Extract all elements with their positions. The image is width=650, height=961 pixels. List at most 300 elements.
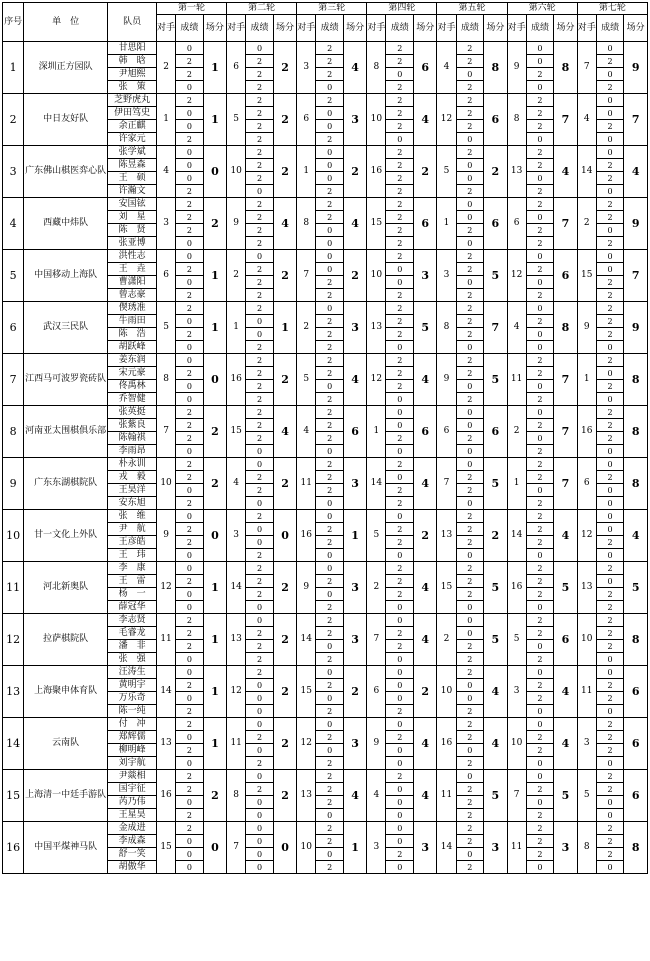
game-score: 0	[176, 341, 204, 354]
game-score: 2	[316, 406, 344, 419]
opponent-number: 11	[577, 666, 596, 718]
player-name: 张学斌	[108, 146, 157, 159]
match-points: 4	[414, 562, 437, 614]
player-name: 许家元	[108, 133, 157, 146]
team-number: 14	[3, 718, 24, 770]
opponent-number: 2	[367, 562, 386, 614]
game-score: 2	[386, 185, 414, 198]
game-score: 2	[456, 588, 484, 601]
player-name: 牛雨田	[108, 315, 157, 328]
opponent-number: 9	[367, 718, 386, 770]
game-score: 0	[596, 146, 624, 159]
opponent-number: 16	[227, 354, 246, 406]
game-score: 2	[456, 250, 484, 263]
game-score: 0	[526, 718, 554, 731]
game-score: 2	[316, 614, 344, 627]
game-score: 0	[316, 146, 344, 159]
player-name: 张英挺	[108, 406, 157, 419]
game-score: 2	[246, 94, 274, 107]
game-score: 2	[526, 588, 554, 601]
match-points: 4	[414, 458, 437, 510]
game-score: 2	[176, 406, 204, 419]
table-header	[3, 3, 648, 42]
header-round-7: 第七轮	[577, 3, 647, 15]
game-score: 0	[526, 705, 554, 718]
game-score: 0	[316, 159, 344, 172]
game-score: 0	[596, 341, 624, 354]
game-score: 2	[316, 341, 344, 354]
game-score: 2	[596, 419, 624, 432]
game-score: 2	[526, 692, 554, 705]
match-points: 3	[343, 458, 366, 510]
opponent-number: 4	[367, 770, 386, 822]
game-score: 0	[246, 692, 274, 705]
game-score: 2	[526, 445, 554, 458]
game-score: 2	[526, 731, 554, 744]
game-score: 0	[176, 380, 204, 393]
game-score: 0	[316, 250, 344, 263]
header-unit: 单 位	[24, 3, 108, 42]
game-score: 2	[316, 796, 344, 809]
team-number: 15	[3, 770, 24, 822]
player-name: 陈 贤	[108, 224, 157, 237]
game-score: 2	[176, 575, 204, 588]
game-score: 0	[246, 835, 274, 848]
game-score: 0	[456, 445, 484, 458]
match-points: 2	[203, 198, 226, 250]
game-score: 0	[176, 42, 204, 55]
table-row	[3, 718, 648, 731]
game-score: 2	[386, 94, 414, 107]
match-points: 2	[273, 770, 296, 822]
opponent-number: 3	[507, 666, 526, 718]
game-score: 2	[456, 666, 484, 679]
match-points: 3	[554, 822, 577, 874]
game-score: 0	[596, 68, 624, 81]
game-score: 2	[526, 120, 554, 133]
game-score: 2	[526, 848, 554, 861]
header-round-5: 第五轮	[437, 3, 507, 15]
game-score: 0	[246, 679, 274, 692]
opponent-number: 16	[507, 562, 526, 614]
game-score: 2	[246, 653, 274, 666]
game-score: 2	[176, 770, 204, 783]
player-name: 张 强	[108, 653, 157, 666]
game-score: 2	[596, 406, 624, 419]
match-points: 5	[554, 770, 577, 822]
game-score: 2	[176, 705, 204, 718]
opponent-number: 6	[297, 94, 316, 146]
game-score: 2	[596, 679, 624, 692]
team-number: 5	[3, 250, 24, 302]
match-points: 0	[203, 146, 226, 198]
game-score: 2	[246, 263, 274, 276]
opponent-number: 1	[367, 406, 386, 458]
game-score: 2	[246, 68, 274, 81]
opponent-number: 14	[297, 614, 316, 666]
game-score: 2	[316, 783, 344, 796]
table-row	[3, 354, 648, 367]
team-name: 云南队	[24, 718, 108, 770]
game-score: 0	[246, 848, 274, 861]
match-points: 6	[484, 94, 507, 146]
opponent-number: 3	[437, 250, 456, 302]
game-score: 2	[246, 471, 274, 484]
match-points: 6	[343, 406, 366, 458]
game-score: 2	[526, 614, 554, 627]
match-points: 3	[343, 302, 366, 354]
game-score: 0	[456, 406, 484, 419]
header-points: 场分	[414, 15, 437, 42]
match-points: 6	[414, 42, 437, 94]
match-points: 1	[203, 94, 226, 146]
header-points: 场分	[624, 15, 648, 42]
game-score: 2	[316, 276, 344, 289]
game-score: 2	[176, 718, 204, 731]
game-score: 0	[386, 419, 414, 432]
match-points: 2	[484, 510, 507, 562]
match-points: 1	[203, 302, 226, 354]
game-score: 2	[456, 718, 484, 731]
match-points: 6	[554, 250, 577, 302]
match-points: 8	[624, 458, 648, 510]
game-score: 2	[596, 627, 624, 640]
game-score: 0	[176, 484, 204, 497]
game-score: 0	[526, 55, 554, 68]
game-score: 0	[526, 406, 554, 419]
match-points: 6	[624, 770, 648, 822]
match-points: 7	[554, 406, 577, 458]
game-score: 0	[456, 172, 484, 185]
player-name: 刘宇航	[108, 757, 157, 770]
game-score: 0	[246, 328, 274, 341]
table-row	[3, 302, 648, 315]
game-score: 0	[526, 380, 554, 393]
player-name: 甘思阳	[108, 42, 157, 55]
opponent-number: 16	[297, 510, 316, 562]
match-points: 2	[414, 146, 437, 198]
opponent-number: 7	[157, 406, 176, 458]
game-score: 0	[176, 848, 204, 861]
game-score: 2	[246, 81, 274, 94]
match-points: 2	[343, 146, 366, 198]
team-name: 中国平煤神马队	[24, 822, 108, 874]
game-score: 2	[316, 523, 344, 536]
game-score: 0	[246, 445, 274, 458]
opponent-number: 12	[577, 510, 596, 562]
opponent-number: 8	[367, 42, 386, 94]
opponent-number: 13	[367, 302, 386, 354]
game-score: 2	[316, 133, 344, 146]
player-name: 张 维	[108, 510, 157, 523]
header-points: 场分	[484, 15, 507, 42]
header-score: 成绩	[386, 15, 414, 42]
table-row	[3, 822, 648, 835]
header-round-4: 第四轮	[367, 3, 437, 15]
game-score: 0	[526, 81, 554, 94]
game-score: 0	[596, 484, 624, 497]
match-points: 4	[343, 354, 366, 406]
game-score: 0	[316, 380, 344, 393]
game-score: 2	[526, 289, 554, 302]
match-points: 2	[203, 770, 226, 822]
game-score: 2	[596, 237, 624, 250]
match-points: 6	[484, 198, 507, 250]
game-score: 0	[456, 198, 484, 211]
game-score: 0	[596, 393, 624, 406]
team-name: 江西马可波罗瓷砖队	[24, 354, 108, 406]
game-score: 2	[456, 835, 484, 848]
player-name: 李 康	[108, 562, 157, 575]
game-score: 0	[526, 172, 554, 185]
match-points: 4	[414, 94, 437, 146]
game-score: 2	[596, 848, 624, 861]
match-points: 7	[554, 354, 577, 406]
game-score: 2	[316, 653, 344, 666]
player-name: 王 硕	[108, 172, 157, 185]
player-name: 王 玮	[108, 549, 157, 562]
game-score: 2	[246, 731, 274, 744]
game-score: 0	[456, 549, 484, 562]
opponent-number: 10	[157, 458, 176, 510]
game-score: 2	[386, 731, 414, 744]
game-score: 0	[176, 601, 204, 614]
match-points: 4	[343, 42, 366, 94]
team-name: 河北新奥队	[24, 562, 108, 614]
opponent-number: 5	[507, 614, 526, 666]
player-name: 安东旭	[108, 497, 157, 510]
opponent-number: 2	[507, 406, 526, 458]
game-score: 2	[456, 822, 484, 835]
opponent-number: 8	[577, 822, 596, 874]
game-score: 0	[386, 744, 414, 757]
game-score: 0	[246, 705, 274, 718]
game-score: 0	[246, 42, 274, 55]
header-members: 队员	[108, 3, 157, 42]
game-score: 0	[386, 276, 414, 289]
game-score: 2	[316, 198, 344, 211]
player-name: 黄明宇	[108, 679, 157, 692]
game-score: 2	[246, 640, 274, 653]
game-score: 2	[176, 419, 204, 432]
game-score: 2	[246, 393, 274, 406]
game-score: 0	[456, 68, 484, 81]
game-score: 0	[176, 510, 204, 523]
game-score: 0	[176, 835, 204, 848]
player-name: 万乐奇	[108, 692, 157, 705]
game-score: 2	[246, 211, 274, 224]
match-points: 5	[624, 562, 648, 614]
match-points: 1	[343, 822, 366, 874]
game-score: 2	[386, 432, 414, 445]
opponent-number: 14	[367, 458, 386, 510]
game-score: 0	[246, 315, 274, 328]
opponent-number: 1	[507, 458, 526, 510]
match-points: 4	[484, 666, 507, 718]
game-score: 2	[526, 159, 554, 172]
match-points: 4	[273, 198, 296, 250]
match-points: 2	[273, 718, 296, 770]
game-score: 2	[596, 601, 624, 614]
match-points: 4	[414, 718, 437, 770]
match-points: 1	[343, 510, 366, 562]
game-score: 2	[176, 328, 204, 341]
game-score: 2	[246, 55, 274, 68]
team-number: 3	[3, 146, 24, 198]
match-points: 4	[484, 718, 507, 770]
opponent-number: 3	[297, 42, 316, 94]
game-score: 0	[176, 588, 204, 601]
match-points: 2	[273, 562, 296, 614]
player-name: 李志贤	[108, 614, 157, 627]
table-row	[3, 770, 648, 783]
team-name: 中日友好队	[24, 94, 108, 146]
opponent-number: 8	[507, 94, 526, 146]
player-name: 朴永训	[108, 458, 157, 471]
opponent-number: 13	[507, 146, 526, 198]
game-score: 2	[526, 536, 554, 549]
header-score: 成绩	[456, 15, 484, 42]
game-score: 2	[386, 536, 414, 549]
game-score: 0	[386, 692, 414, 705]
game-score: 0	[316, 263, 344, 276]
game-score: 2	[176, 679, 204, 692]
game-score: 2	[176, 302, 204, 315]
game-score: 2	[176, 497, 204, 510]
game-score: 2	[596, 783, 624, 796]
opponent-number: 9	[227, 198, 246, 250]
game-score: 2	[176, 185, 204, 198]
match-points: 8	[554, 302, 577, 354]
match-points: 0	[203, 822, 226, 874]
table-row	[3, 198, 648, 211]
game-score: 0	[526, 276, 554, 289]
header-round-1: 第一轮	[157, 3, 227, 15]
game-score: 0	[246, 523, 274, 536]
header-points: 场分	[273, 15, 296, 42]
match-points: 5	[554, 562, 577, 614]
game-score: 2	[246, 367, 274, 380]
game-score: 2	[596, 432, 624, 445]
game-score: 2	[526, 367, 554, 380]
game-score: 2	[526, 562, 554, 575]
opponent-number: 14	[157, 666, 176, 718]
game-score: 2	[596, 211, 624, 224]
game-score: 2	[456, 484, 484, 497]
match-points: 3	[484, 822, 507, 874]
game-score: 0	[176, 315, 204, 328]
game-score: 2	[176, 822, 204, 835]
player-name: 芝野虎丸	[108, 94, 157, 107]
game-score: 2	[316, 705, 344, 718]
game-score: 0	[526, 341, 554, 354]
game-score: 0	[316, 744, 344, 757]
game-score: 2	[246, 627, 274, 640]
game-score: 0	[526, 302, 554, 315]
game-score: 2	[456, 523, 484, 536]
game-score: 2	[596, 380, 624, 393]
game-score: 0	[456, 627, 484, 640]
team-name: 河南亚太围棋俱乐部	[24, 406, 108, 458]
team-name: 西藏中炜队	[24, 198, 108, 250]
game-score: 2	[176, 211, 204, 224]
game-score: 0	[176, 81, 204, 94]
game-score: 0	[386, 68, 414, 81]
opponent-number: 5	[437, 146, 456, 198]
match-points: 7	[624, 94, 648, 146]
match-points: 4	[414, 354, 437, 406]
opponent-number: 8	[157, 354, 176, 406]
opponent-number: 15	[437, 562, 456, 614]
match-points: 6	[624, 718, 648, 770]
game-score: 2	[456, 55, 484, 68]
header-score: 成绩	[176, 15, 204, 42]
player-name: 芮乃伟	[108, 796, 157, 809]
game-score: 2	[386, 55, 414, 68]
match-points: 7	[554, 94, 577, 146]
match-points: 3	[343, 614, 366, 666]
game-score: 2	[176, 367, 204, 380]
opponent-number: 12	[437, 94, 456, 146]
game-score: 2	[176, 133, 204, 146]
opponent-number: 14	[227, 562, 246, 614]
game-score: 0	[386, 471, 414, 484]
game-score: 2	[456, 42, 484, 55]
opponent-number: 14	[577, 146, 596, 198]
game-score: 2	[526, 419, 554, 432]
game-score: 2	[596, 354, 624, 367]
game-score: 0	[176, 146, 204, 159]
match-points: 6	[624, 666, 648, 718]
game-score: 0	[596, 510, 624, 523]
game-score: 0	[456, 614, 484, 627]
game-score: 0	[526, 328, 554, 341]
game-score: 0	[246, 458, 274, 471]
match-points: 5	[484, 562, 507, 614]
table-row	[3, 406, 648, 419]
opponent-number: 1	[157, 94, 176, 146]
game-score: 0	[526, 861, 554, 874]
game-score: 0	[456, 692, 484, 705]
game-score: 2	[316, 42, 344, 55]
opponent-number: 11	[507, 354, 526, 406]
game-score: 2	[316, 835, 344, 848]
match-points: 8	[624, 614, 648, 666]
player-name: 柳明峰	[108, 744, 157, 757]
player-name: 张亚博	[108, 237, 157, 250]
match-points: 1	[203, 718, 226, 770]
game-score: 0	[386, 796, 414, 809]
game-score: 2	[456, 471, 484, 484]
game-score: 2	[386, 484, 414, 497]
header-opponent: 对手	[157, 15, 176, 42]
game-score: 0	[596, 224, 624, 237]
match-points: 2	[414, 666, 437, 718]
game-score: 2	[246, 302, 274, 315]
match-points: 8	[484, 42, 507, 94]
game-score: 0	[246, 601, 274, 614]
game-score: 2	[596, 731, 624, 744]
opponent-number: 3	[577, 718, 596, 770]
game-score: 2	[456, 757, 484, 770]
table-row	[3, 146, 648, 159]
match-points: 1	[273, 302, 296, 354]
game-score: 2	[596, 198, 624, 211]
game-score: 2	[456, 315, 484, 328]
game-score: 0	[316, 302, 344, 315]
opponent-number: 1	[227, 302, 246, 354]
player-name: 戎 毅	[108, 471, 157, 484]
